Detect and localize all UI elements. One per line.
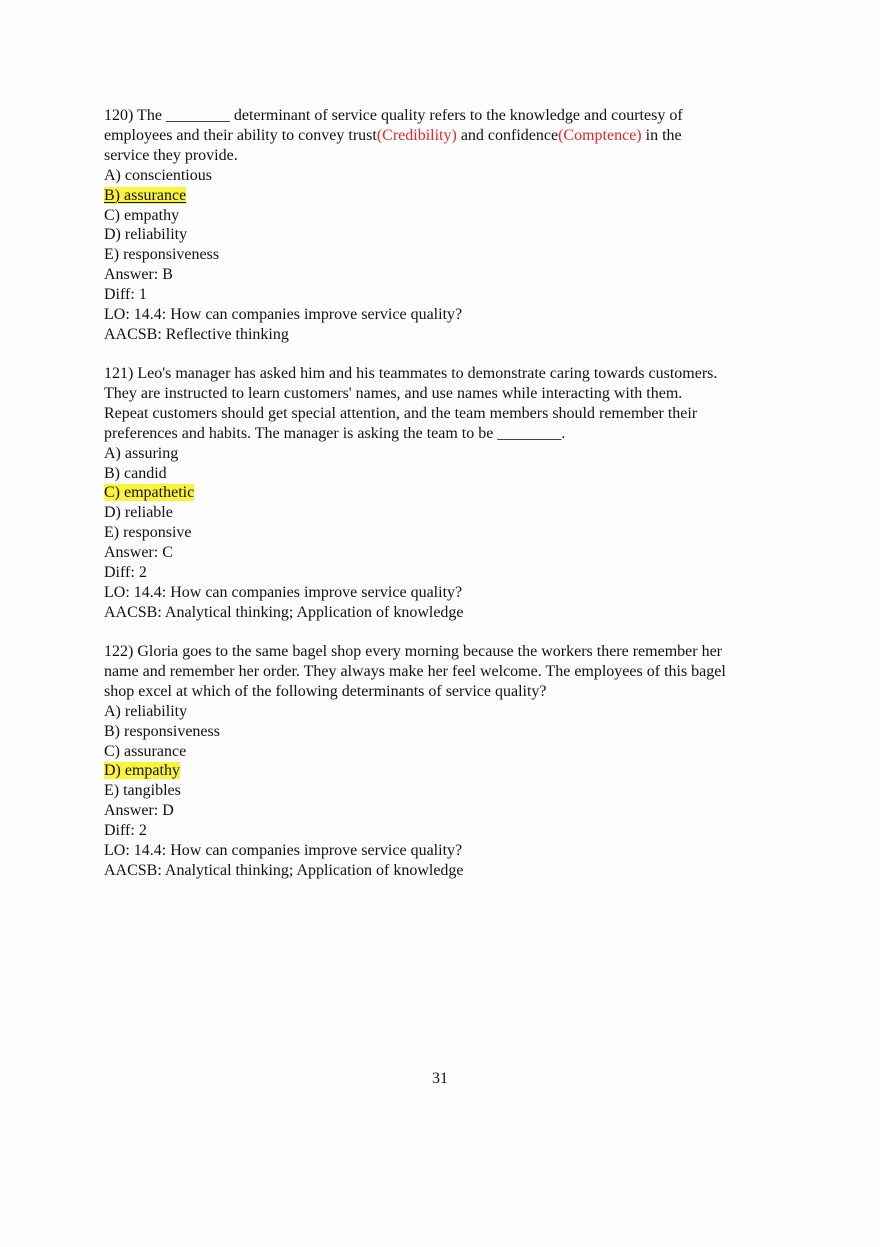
option-e: E) tangibles — [104, 782, 181, 800]
learning-objective-line: LO: 14.4: How can companies improve service quality? — [104, 583, 463, 601]
page-number: 31 — [432, 1070, 448, 1087]
difficulty-line: Diff: 2 — [104, 564, 147, 582]
difficulty-line: Diff: 1 — [104, 286, 147, 304]
question-stem-line: 120) The ________ determinant of service quality refers to the knowledge and courtesy of — [104, 107, 683, 124]
option-e: E) responsiveness — [104, 246, 220, 264]
question-stem-line: service they provide. — [104, 146, 238, 164]
aacsb-line: AACSB: Analytical thinking; Application of knowledge — [104, 603, 464, 621]
question-122 — [104, 642, 784, 881]
option-d: D) reliability — [104, 226, 188, 244]
learning-objective-line: LO: 14.4: How can companies improve service quality? — [104, 842, 463, 860]
option-c: C) empathy — [104, 206, 180, 224]
correct-answer-highlight: C) empathetic — [104, 484, 195, 502]
question-stem-line: employees and their ability to convey trust(Credibility) and confidence(Comptence) in the — [104, 126, 682, 144]
question-stem-line: name and remember her order. They always make her feel welcome. The employees of this bagel — [104, 662, 726, 680]
option-b: B) candid — [104, 464, 167, 482]
correct-answer-highlight: B) assurance — [104, 186, 187, 204]
option-a: A) reliability — [104, 702, 188, 720]
option-b: B) responsiveness — [104, 722, 220, 740]
answer-line: Answer: B — [104, 266, 173, 284]
option-c: C) assurance — [104, 742, 187, 760]
aacsb-line: AACSB: Analytical thinking; Application of knowledge — [104, 861, 464, 879]
answer-line: Answer: C — [104, 544, 173, 562]
question-120 — [104, 106, 784, 345]
annotation-credibility: (Credibility) — [376, 126, 457, 144]
option-a: A) conscientious — [104, 166, 212, 184]
answer-line: Answer: D — [104, 802, 174, 820]
option-b-correct — [104, 186, 784, 206]
question-stem-line: They are instructed to learn customers' names, and use names while interacting with them. — [104, 384, 683, 402]
correct-answer-highlight: D) empathy — [104, 762, 180, 780]
option-d-correct — [104, 761, 784, 781]
question-stem-line: shop excel at which of the following determinants of service quality? — [104, 682, 547, 700]
question-stem-line: 122) Gloria goes to the same bagel shop every morning because the workers there remember her — [104, 643, 722, 660]
question-stem-line: 121) Leo's manager has asked him and his teammates to demonstrate caring towards customers. — [104, 365, 718, 382]
aacsb-line: AACSB: Reflective thinking — [104, 325, 289, 343]
option-e: E) responsive — [104, 524, 192, 542]
difficulty-line: Diff: 2 — [104, 822, 147, 840]
learning-objective-line: LO: 14.4: How can companies improve service quality? — [104, 306, 463, 324]
question-stem-line: Repeat customers should get special attention, and the team members should remember their — [104, 404, 698, 422]
question-stem-line: preferences and habits. The manager is asking the team to be ________. — [104, 424, 566, 442]
question-121 — [104, 364, 784, 623]
option-d: D) reliable — [104, 504, 173, 522]
option-c-correct — [104, 483, 784, 503]
option-a: A) assuring — [104, 444, 179, 462]
annotation-comptence: (Comptence) — [558, 126, 642, 144]
